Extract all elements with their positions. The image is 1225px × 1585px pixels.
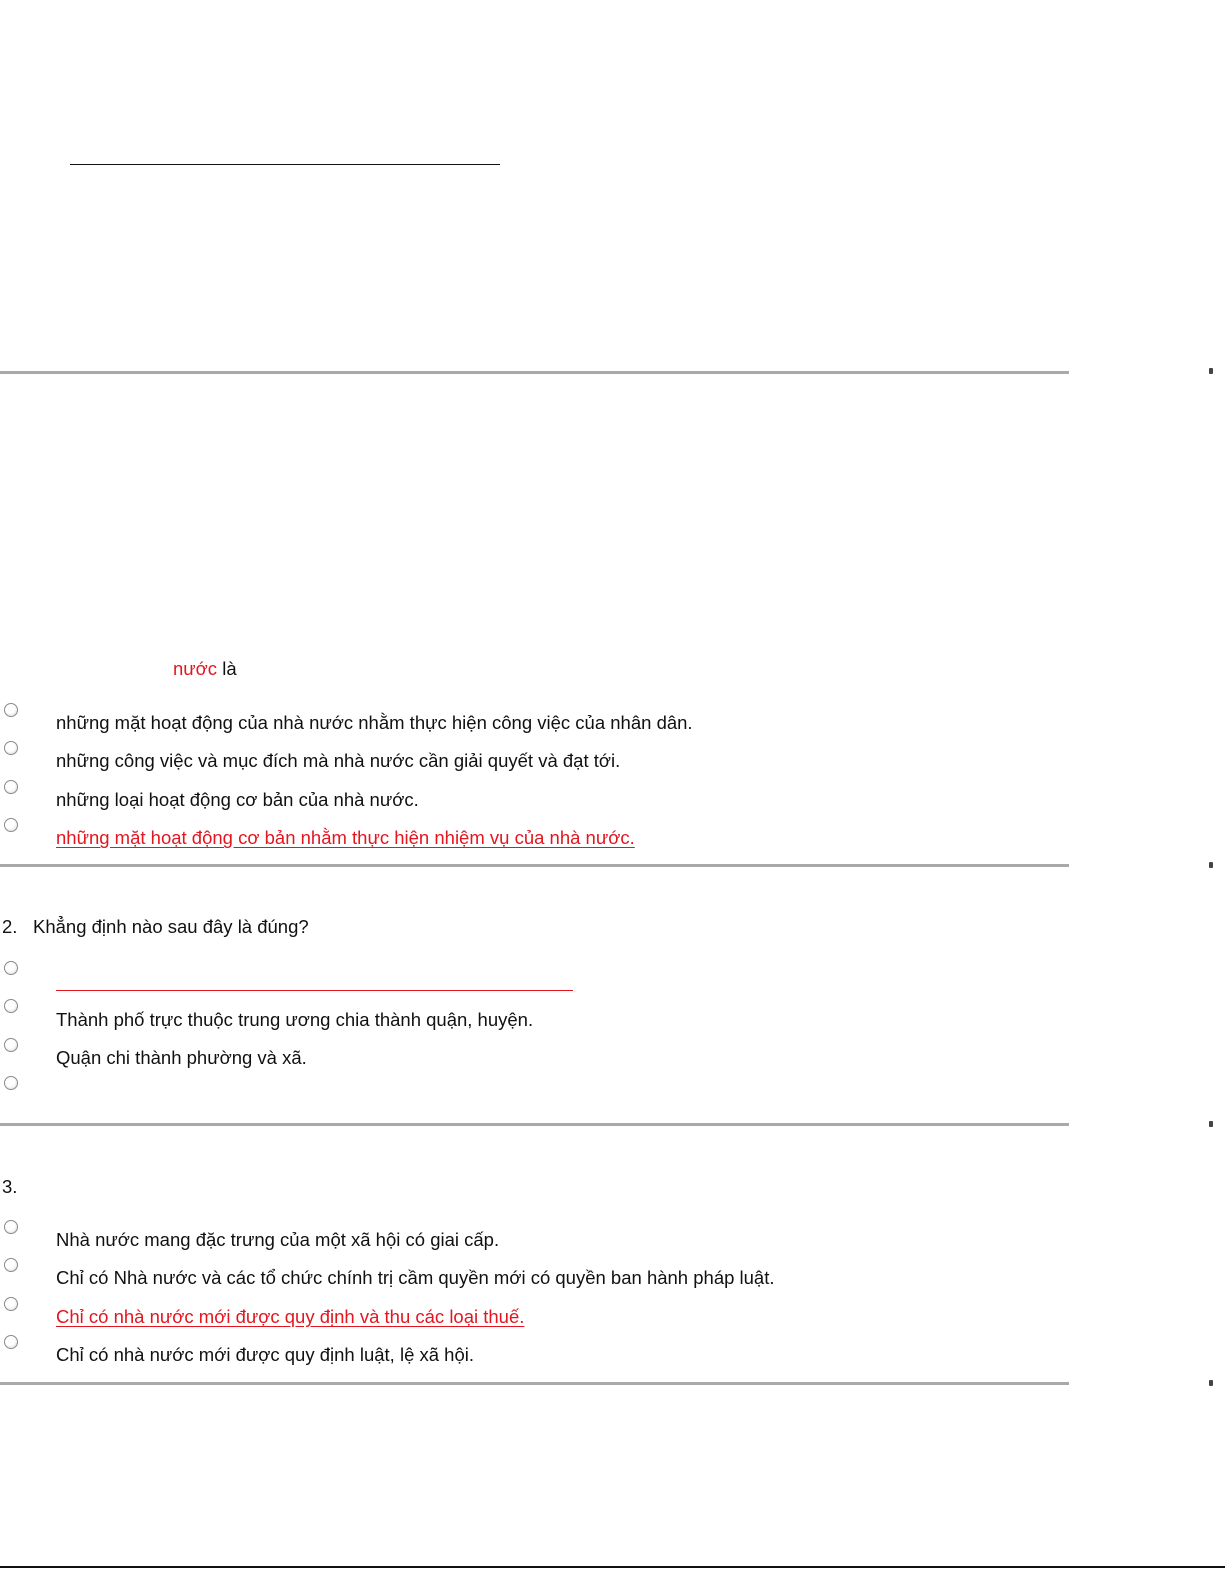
q3-option-3-correct: Chỉ có nhà nước mới được quy định và thu các loại thuế. xyxy=(56,1306,525,1327)
radio-q1-option-2[interactable] xyxy=(4,741,18,755)
radio-q1-option-4[interactable] xyxy=(4,818,18,832)
edge-mark xyxy=(1209,1121,1213,1127)
edge-mark xyxy=(1209,1380,1213,1386)
radio-q3-option-2[interactable] xyxy=(4,1258,18,1272)
question-3-number: 3. xyxy=(2,1176,18,1197)
separator-line xyxy=(0,371,1069,374)
question-2-text: Khẳng định nào sau đây là đúng? xyxy=(33,916,309,937)
radio-q3-option-3[interactable] xyxy=(4,1297,18,1311)
radio-q2-option-3[interactable] xyxy=(4,1038,18,1052)
q3-option-2: Chỉ có Nhà nước và các tổ chức chính trị cầm quyền mới có quyền ban hành pháp luật. xyxy=(56,1267,775,1288)
radio-q3-option-1[interactable] xyxy=(4,1220,18,1234)
q2-option-3: Quận chi thành phường và xã. xyxy=(56,1047,307,1068)
question-2-number: 2. xyxy=(2,916,18,937)
q1-option-3: những loại hoạt động cơ bản của nhà nước. xyxy=(56,789,419,810)
radio-q2-option-1[interactable] xyxy=(4,961,18,975)
q1-option-2: những công việc và mục đích mà nhà nước cần giải quyết và đạt tới. xyxy=(56,750,621,771)
separator-line xyxy=(0,1123,1069,1126)
radio-q1-option-1[interactable] xyxy=(4,703,18,717)
edge-mark xyxy=(1209,368,1213,374)
header-rule xyxy=(70,164,500,165)
radio-q2-option-2[interactable] xyxy=(4,999,18,1013)
q3-option-1: Nhà nước mang đặc trưng của một xã hội có giai cấp. xyxy=(56,1229,500,1250)
separator-line xyxy=(0,864,1069,867)
q2-option-2: Thành phố trực thuộc trung ương chia thành quận, huyện. xyxy=(56,1009,534,1030)
q1-option-1: những mặt hoạt động của nhà nước nhằm thực hiện công việc của nhân dân. xyxy=(56,712,693,733)
question-1-stem xyxy=(173,658,237,680)
edge-mark xyxy=(1209,862,1213,868)
radio-q2-option-4[interactable] xyxy=(4,1076,18,1090)
radio-q1-option-3[interactable] xyxy=(4,780,18,794)
q3-option-4: Chỉ có nhà nước mới được quy định luật, lệ xã hội. xyxy=(56,1344,475,1365)
q1-option-4-correct: những mặt hoạt động cơ bản nhằm thực hiện nhiệm vụ của nhà nước. xyxy=(56,827,635,848)
page-bottom-rule xyxy=(0,1566,1225,1568)
question-1-stem-rest: là xyxy=(217,658,237,679)
radio-q3-option-4[interactable] xyxy=(4,1335,18,1349)
separator-line xyxy=(0,1382,1069,1385)
q2-correct-answer-underline xyxy=(56,990,573,991)
question-1-stem-highlight: nước xyxy=(173,658,218,679)
